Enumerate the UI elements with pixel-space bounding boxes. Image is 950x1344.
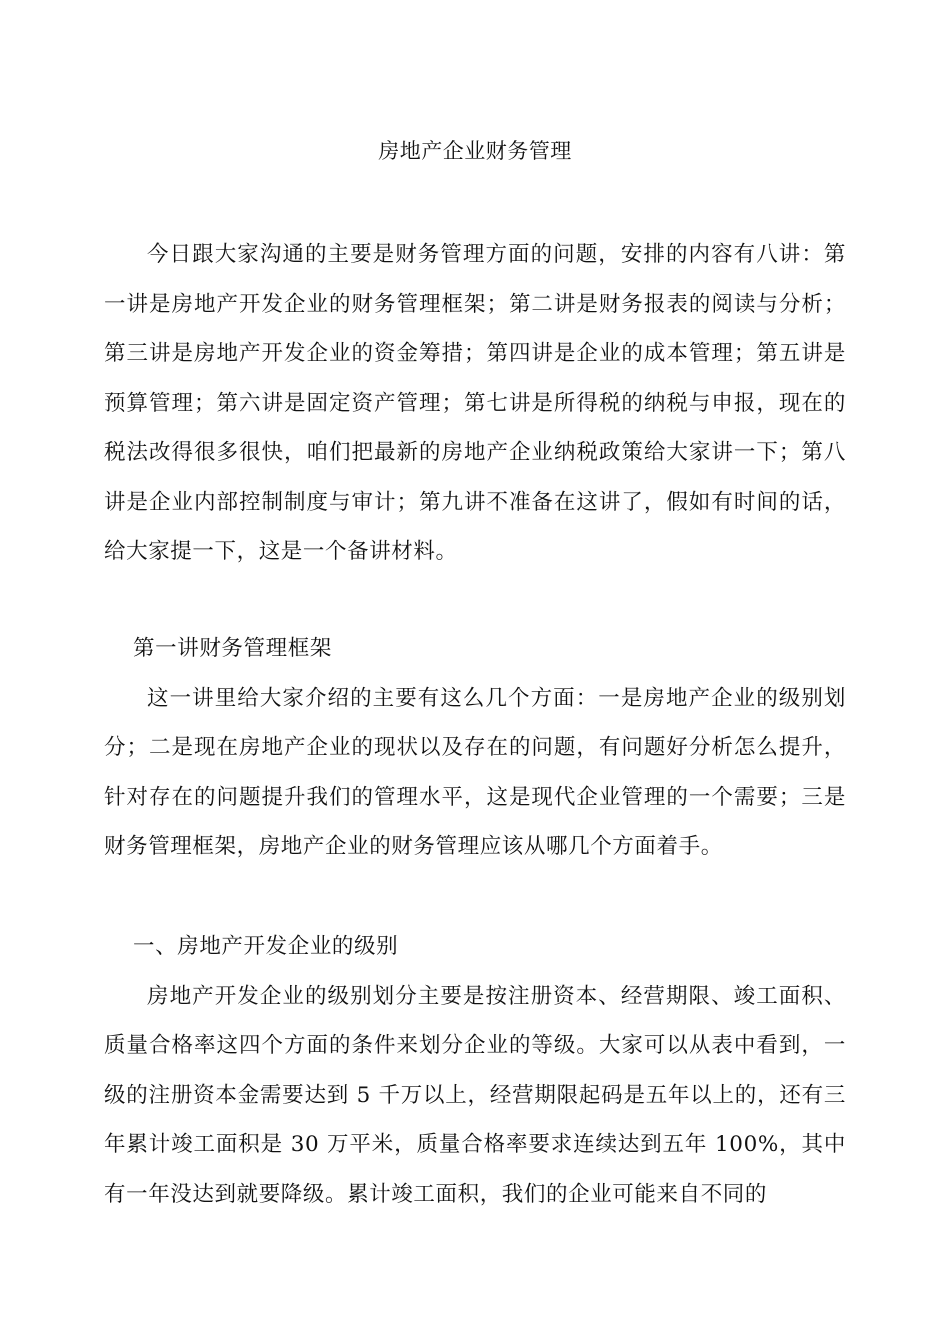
- lecture-one-section: [104, 624, 846, 872]
- enterprise-level-heading: 一、房地产开发企业的级别: [133, 934, 399, 959]
- intro-section: [104, 230, 846, 577]
- intro-paragraph: 今日跟大家沟通的主要是财务管理方面的问题，安排的内容有八讲：第一讲是房地产开发企业的财务管理框架；第二讲是财务报表的阅读与分析；第三讲是房地产开发企业的资金筹措；第四讲是企业的成本管理；第五讲是预算管理；第六讲是固定资产管理；第七讲是所得税的纳税与申报，现在的税法改得很多很快，咱们把最新的房地产企业纳税政策给大家讲一下；第八讲是企业内部控制制度与审计；第九讲不准备在这讲了，假如有时间的话，给大家提一下，这是一个备讲材料。: [104, 242, 846, 564]
- lecture-one-paragraph: 这一讲里给大家介绍的主要有这么几个方面：一是房地产企业的级别划分；二是现在房地产企业的现状以及存在的问题，有问题好分析怎么提升，针对存在的问题提升我们的管理水平，这是现代企业管理的一个需要；三是财务管理框架，房地产企业的财务管理应该从哪几个方面着手。: [104, 685, 846, 859]
- document-title: 房地产企业财务管理: [378, 139, 572, 163]
- lecture-one-heading: 第一讲财务管理框架: [133, 636, 332, 661]
- enterprise-level-section: [104, 922, 846, 1219]
- enterprise-level-paragraph: 房地产开发企业的级别划分主要是按注册资本、经营期限、竣工面积、质量合格率这四个方面的条件来划分企业的等级。大家可以从表中看到，一级的注册资本金需要达到 5 千万以上，经营期限起码是五年以上的，还有三年累计竣工面积是 30 万平米，质量合格率要求连续达到五年 100%，其中有一年没达到就要降级。累计竣工面积，我们的企业可能来自不同的: [104, 983, 846, 1207]
